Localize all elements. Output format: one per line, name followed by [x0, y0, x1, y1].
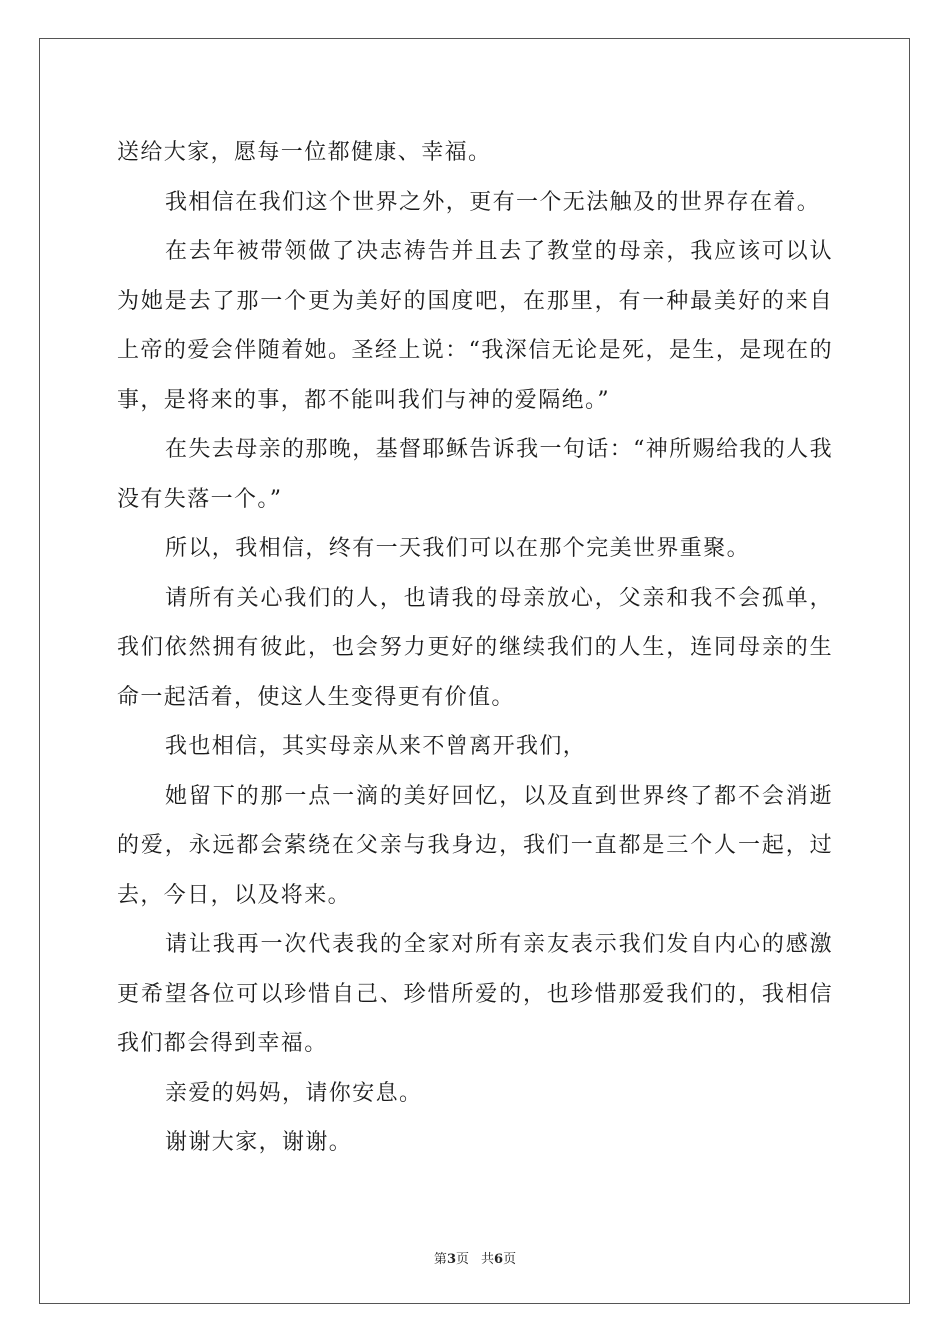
- paragraph-5: 所以，我相信，终有一天我们可以在那个完美世界重聚。: [165, 536, 751, 561]
- paragraph-3: 在去年被带领做了决志祷告并且去了教堂的母亲，我应该可以认为她是去了那一个更为美好的国度吧，在那里，有一种最美好的来自上帝的爱会伴随着她。圣经上说：“我深信无论是死，是生，是现在的事，是将来的事，都不能叫我们与神的爱隔绝。”: [117, 239, 833, 413]
- total-suffix: 页: [503, 1252, 517, 1267]
- paragraph-4: 在失去母亲的那晚，基督耶稣告诉我一句话：“神所赐给我的人我没有失落一个。”: [117, 437, 833, 512]
- paragraph-1: 送给大家，愿每一位都健康、幸福。: [117, 140, 492, 165]
- paragraph-2: 我相信在我们这个世界之外，更有一个无法触及的世界存在着。: [165, 189, 821, 215]
- page-footer: [0, 1248, 950, 1267]
- page-number: 3: [446, 1252, 456, 1267]
- paragraph-6: 请所有关心我们的人，也请我的母亲放心，父亲和我不会孤单，我们依然拥有彼此，也会努力更好的继续我们的人生，连同母亲的生命一起活着，使这人生变得更有价值。: [117, 585, 833, 710]
- total-pages: 6: [494, 1252, 504, 1267]
- paragraph-10: 亲爱的妈妈，请你安息。: [165, 1080, 423, 1106]
- paragraph-9: 请让我再一次代表我的全家对所有亲友表示我们发自内心的感激更希望各位可以珍惜自己、珍惜所爱的，也珍惜那爱我们的，我相信我们都会得到幸福。: [117, 932, 833, 1056]
- page-prefix: 第: [433, 1252, 447, 1267]
- document-body: [117, 128, 833, 1168]
- page-suffix: 页: [455, 1252, 469, 1267]
- total-prefix: 共: [481, 1252, 495, 1267]
- paragraph-7: 我也相信，其实母亲从来不曾离开我们，: [165, 734, 587, 759]
- paragraph-8: 她留下的那一点一滴的美好回忆，以及直到世界终了都不会消逝的爱，永远都会萦绕在父亲与我身边，我们一直都是三个人一起，过去，今日，以及将来。: [117, 783, 833, 908]
- paragraph-11: 谢谢大家，谢谢。: [165, 1130, 353, 1155]
